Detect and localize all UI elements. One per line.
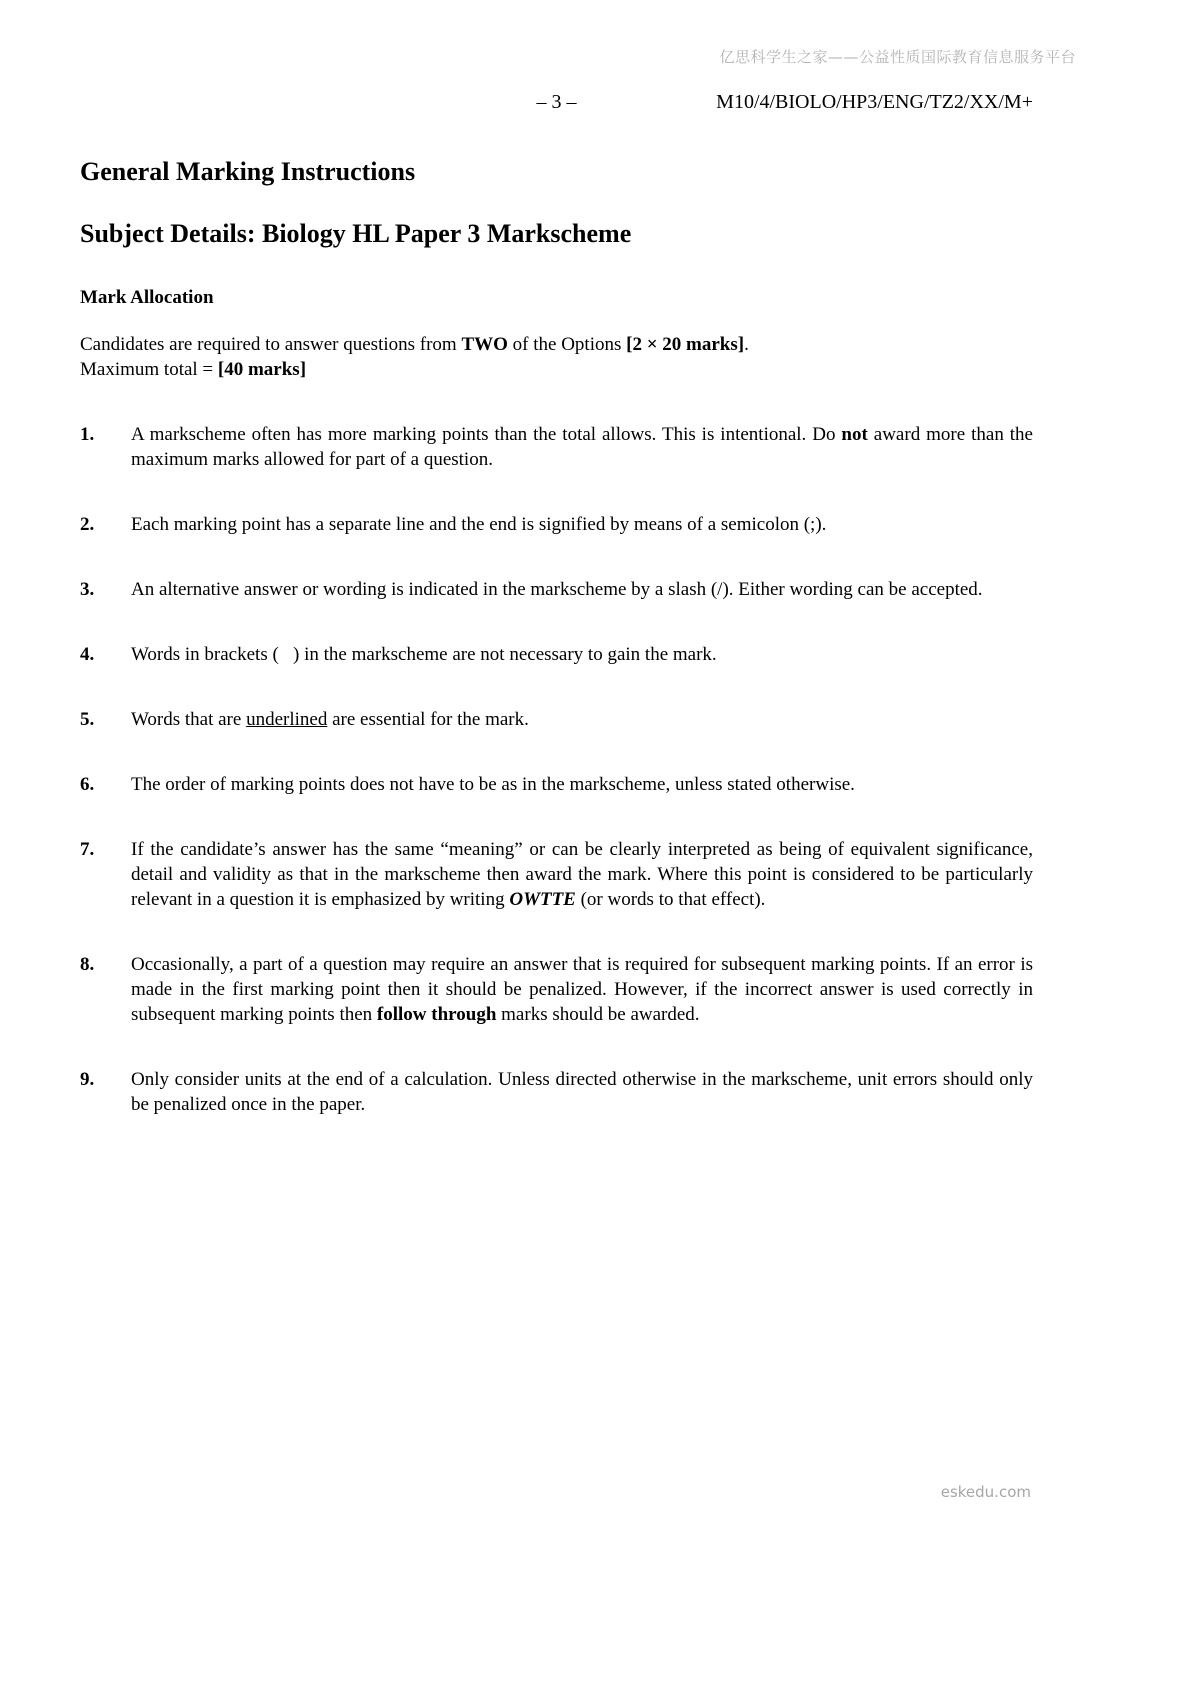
item-text: An alternative answer or wording is indicated in the markscheme by a slash (/). Either wording can be accepted. <box>131 579 983 600</box>
item-text: Only consider units at the end of a calculation. Unless directed otherwise in the markscheme, unit errors should only be penalized once in the paper. <box>131 1069 1033 1115</box>
instruction-item <box>80 512 1033 537</box>
intro-line-1: Candidates are required to answer questions from TWO of the Options [2 × 20 marks]. <box>80 334 749 355</box>
item-number: 8. <box>80 954 95 975</box>
intro-line-2: Maximum total = [40 marks] <box>80 359 307 380</box>
bottom-watermark: eskedu.com <box>940 1483 1031 1501</box>
item-text: Words that are underlined are essential for the mark. <box>131 709 529 730</box>
item-text: A markscheme often has more marking points than the total allows. This is intentional. Do not award more than the maximum marks allowed for part of a question. <box>131 424 1033 470</box>
instruction-item <box>80 707 1033 732</box>
subject-details-heading: Subject Details: Biology HL Paper 3 Markscheme <box>80 219 632 248</box>
item-number: 9. <box>80 1069 95 1090</box>
item-number: 4. <box>80 644 95 665</box>
instruction-item <box>80 642 1033 667</box>
item-text: If the candidate’s answer has the same “meaning” or can be clearly interpreted as being of equivalent significance, detail and validity as that in the markscheme then award the mark. Where this point is considered to be particularly relevant in a question it is emphasized by writing OWTTE (or words to that effect). <box>131 839 1033 910</box>
instruction-item <box>80 952 1033 1027</box>
instruction-item <box>80 1067 1033 1117</box>
item-number: 5. <box>80 709 95 730</box>
item-number: 7. <box>80 839 95 860</box>
instruction-item <box>80 422 1033 472</box>
item-text: Words in brackets ( ) in the markscheme are not necessary to gain the mark. <box>131 644 717 665</box>
instruction-list <box>80 422 1033 1117</box>
document-code: M10/4/BIOLO/HP3/ENG/TZ2/XX/M+ <box>716 91 1033 113</box>
item-text: The order of marking points does not have to be as in the markscheme, unless stated otherwise. <box>131 774 855 795</box>
item-number: 6. <box>80 774 95 795</box>
mark-allocation-heading: Mark Allocation <box>80 287 214 308</box>
page-header <box>80 90 1033 115</box>
instruction-item <box>80 837 1033 912</box>
top-watermark: 亿思科学生之家——公益性质国际教育信息服务平台 <box>719 48 1076 66</box>
item-number: 1. <box>80 424 95 445</box>
item-text: Occasionally, a part of a question may require an answer that is required for subsequent marking points. If an error is made in the first marking point then it should be penalized. However, if the incorrect answer is used correctly in subsequent marking points then follow through marks should be awarded. <box>131 954 1033 1025</box>
item-number: 3. <box>80 579 95 600</box>
item-text: Each marking point has a separate line and the end is signified by means of a semicolon (;). <box>131 514 827 535</box>
instruction-item <box>80 772 1033 797</box>
page-number: – 3 – <box>536 91 577 113</box>
page-title: General Marking Instructions <box>80 157 416 186</box>
item-number: 2. <box>80 514 95 535</box>
instruction-item <box>80 577 1033 602</box>
